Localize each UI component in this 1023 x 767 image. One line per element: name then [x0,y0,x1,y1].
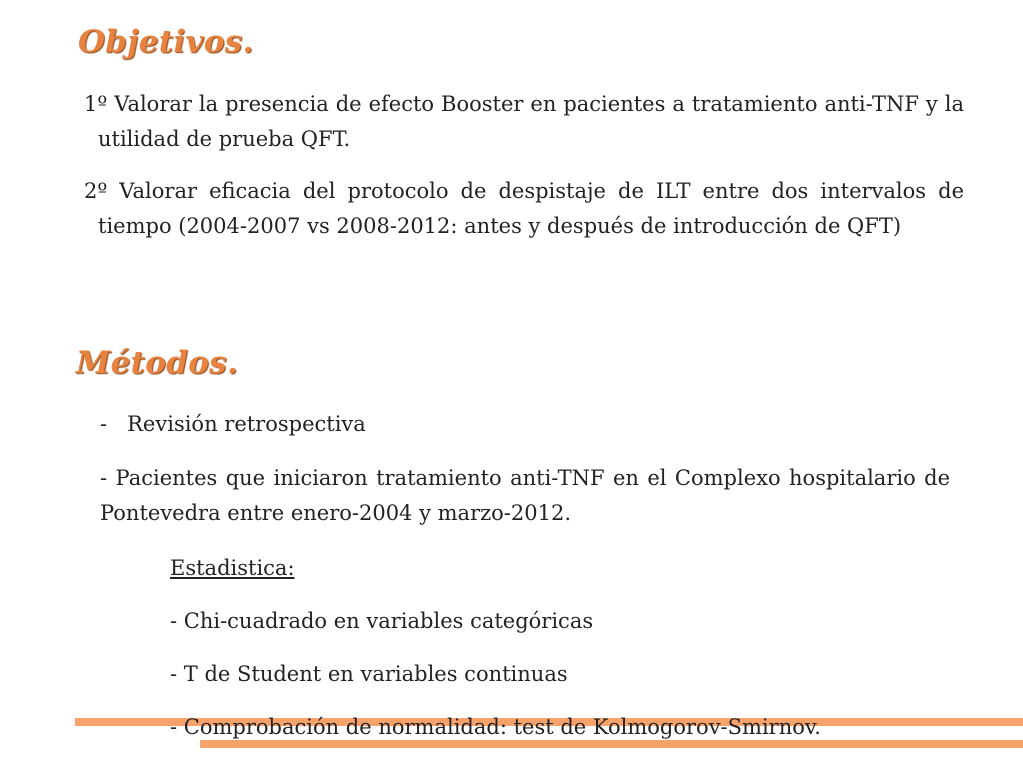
statistics-item-1: - Chi-cuadrado en variables categóricas [170,609,594,633]
methods-heading: Métodos. [76,345,239,381]
statistics-title: Estadistica: [170,556,295,580]
methods-item-2: - Pacientes que iniciaron tratamiento anti-TNF en el Complexo hospitalario de Pontevedra entre enero-2004 y marzo-2012. [100,466,950,525]
methods-item-1: - Revisión retrospectiva [100,412,366,436]
statistics-item-3: - Comprobación de normalidad: test de Kolmogorov-Smirnov. [170,715,821,739]
statistics-item-2: - T de Student en variables continuas [170,662,568,686]
objective-item-1: 1º Valorar la presencia de efecto Booster en pacientes a tratamiento anti-TNF y la utilidad de prueba QFT. [84,92,964,151]
objectives-heading: Objetivos. [78,24,254,60]
objective-item-2: 2º Valorar eficacia del protocolo de despistaje de ILT entre dos intervalos de tiempo (2004-2007 vs 2008-2012: antes y después de introducción de QFT) [84,179,964,238]
